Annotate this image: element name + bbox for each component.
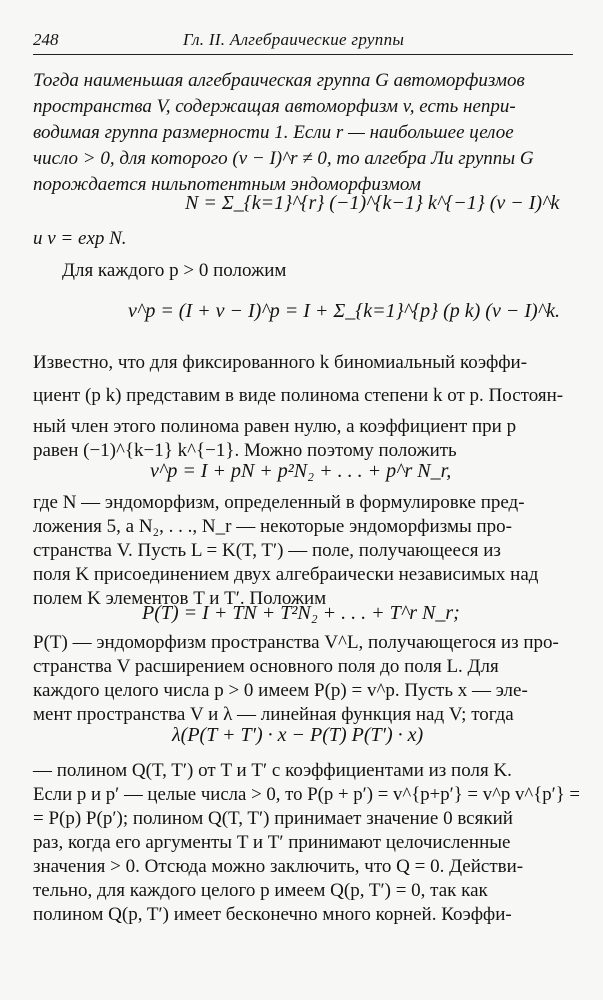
formula-PT: P(T) = I + TN + T²N₂ + . . . + T^r N_r;: [142, 602, 460, 624]
formula-vp: v^p = (I + v − I)^p = I + Σ_{k=1}^{p} (p k) (v − I)^k.: [128, 300, 560, 322]
formula-vp-expansion: v^p = I + pN + p²N₂ + . . . + p^r N_r,: [150, 460, 452, 482]
paragraph-line: ный член этого полинома равен нулю, а коэффициент при p: [33, 416, 517, 437]
theorem-line: порождается нильпотентным эндоморфизмом: [33, 174, 421, 195]
theorem-line: число > 0, для которого (v − I)^r ≠ 0, то алгебра Ли группы G: [33, 148, 534, 169]
formula-N: N = Σ_{k=1}^{r} (−1)^{k−1} k^{−1} (v − I)^k: [185, 192, 560, 214]
theorem-line: пространства V, содержащая автоморфизм v, есть непри-: [33, 96, 516, 117]
theorem-line: Тогда наименьшая алгебраическая группа G автоморфизмов: [33, 70, 525, 91]
paragraph-line: P(T) — эндоморфизм пространства V^L, получающегося из про-: [33, 632, 559, 653]
paragraph-line: Известно, что для фиксированного k биномиальный коэффи-: [33, 352, 528, 373]
page-number: 248: [33, 30, 59, 49]
paragraph-line: полем K элементов T и T′. Положим: [33, 588, 327, 609]
paragraph-line: циент (p k) представим в виде полинома степени k от p. Постоян-: [33, 385, 564, 406]
paragraph-line: значения > 0. Отсюда можно заключить, что Q = 0. Действи-: [33, 856, 524, 877]
paragraph-line: полином Q(p, T′) имеет бесконечно много корней. Коэффи-: [33, 904, 512, 925]
paragraph-line: каждого целого числа p > 0 имеем P(p) = v^p. Пусть x — эле-: [33, 680, 528, 701]
running-title: Гл. II. Алгебраические группы: [183, 30, 405, 49]
paragraph-line: странства V. Пусть L = K(T, T′) — поле, получающееся из: [33, 540, 501, 561]
paragraph-line: тельно, для каждого целого p имеем Q(p, T′) = 0, так как: [33, 880, 488, 901]
paragraph-line: — полином Q(T, T′) от T и T′ с коэффициентами из поля K.: [33, 760, 512, 781]
paragraph-line: ложения 5, а N₂, . . ., N_r — некоторые эндоморфизмы про-: [33, 516, 512, 537]
paragraph-line: раз, когда его аргументы T и T′ принимают целочисленные: [33, 832, 511, 853]
formula-lambda: λ(P(T + T′) · x − P(T) P(T′) · x): [172, 724, 424, 746]
paragraph-line: странства V расширением основного поля до поля L. Для: [33, 656, 499, 677]
and-v-line: и v = exp N.: [33, 228, 127, 249]
paragraph-line: поля K присоединением двух алгебраически независимых над: [33, 564, 539, 585]
paragraph-line: где N — эндоморфизм, определенный в формулировке пред-: [33, 492, 525, 513]
paragraph-line: равен (−1)^{k−1} k^{−1}. Можно поэтому положить: [33, 440, 457, 461]
paragraph-line: мент пространства V и λ — линейная функция над V; тогда: [33, 704, 514, 725]
theorem-line: водимая группа размерности 1. Если r — наибольшее целое: [33, 122, 514, 143]
page-header: [33, 24, 573, 55]
paragraph-intro: Для каждого p > 0 положим: [62, 260, 287, 281]
paragraph-line: Если p и p′ — целые числа > 0, то P(p + p′) = v^{p+p′} = v^p v^{p′} =: [33, 784, 581, 805]
paragraph-line: = P(p) P(p′); полином Q(T, T′) принимает значение 0 всякий: [33, 808, 513, 829]
